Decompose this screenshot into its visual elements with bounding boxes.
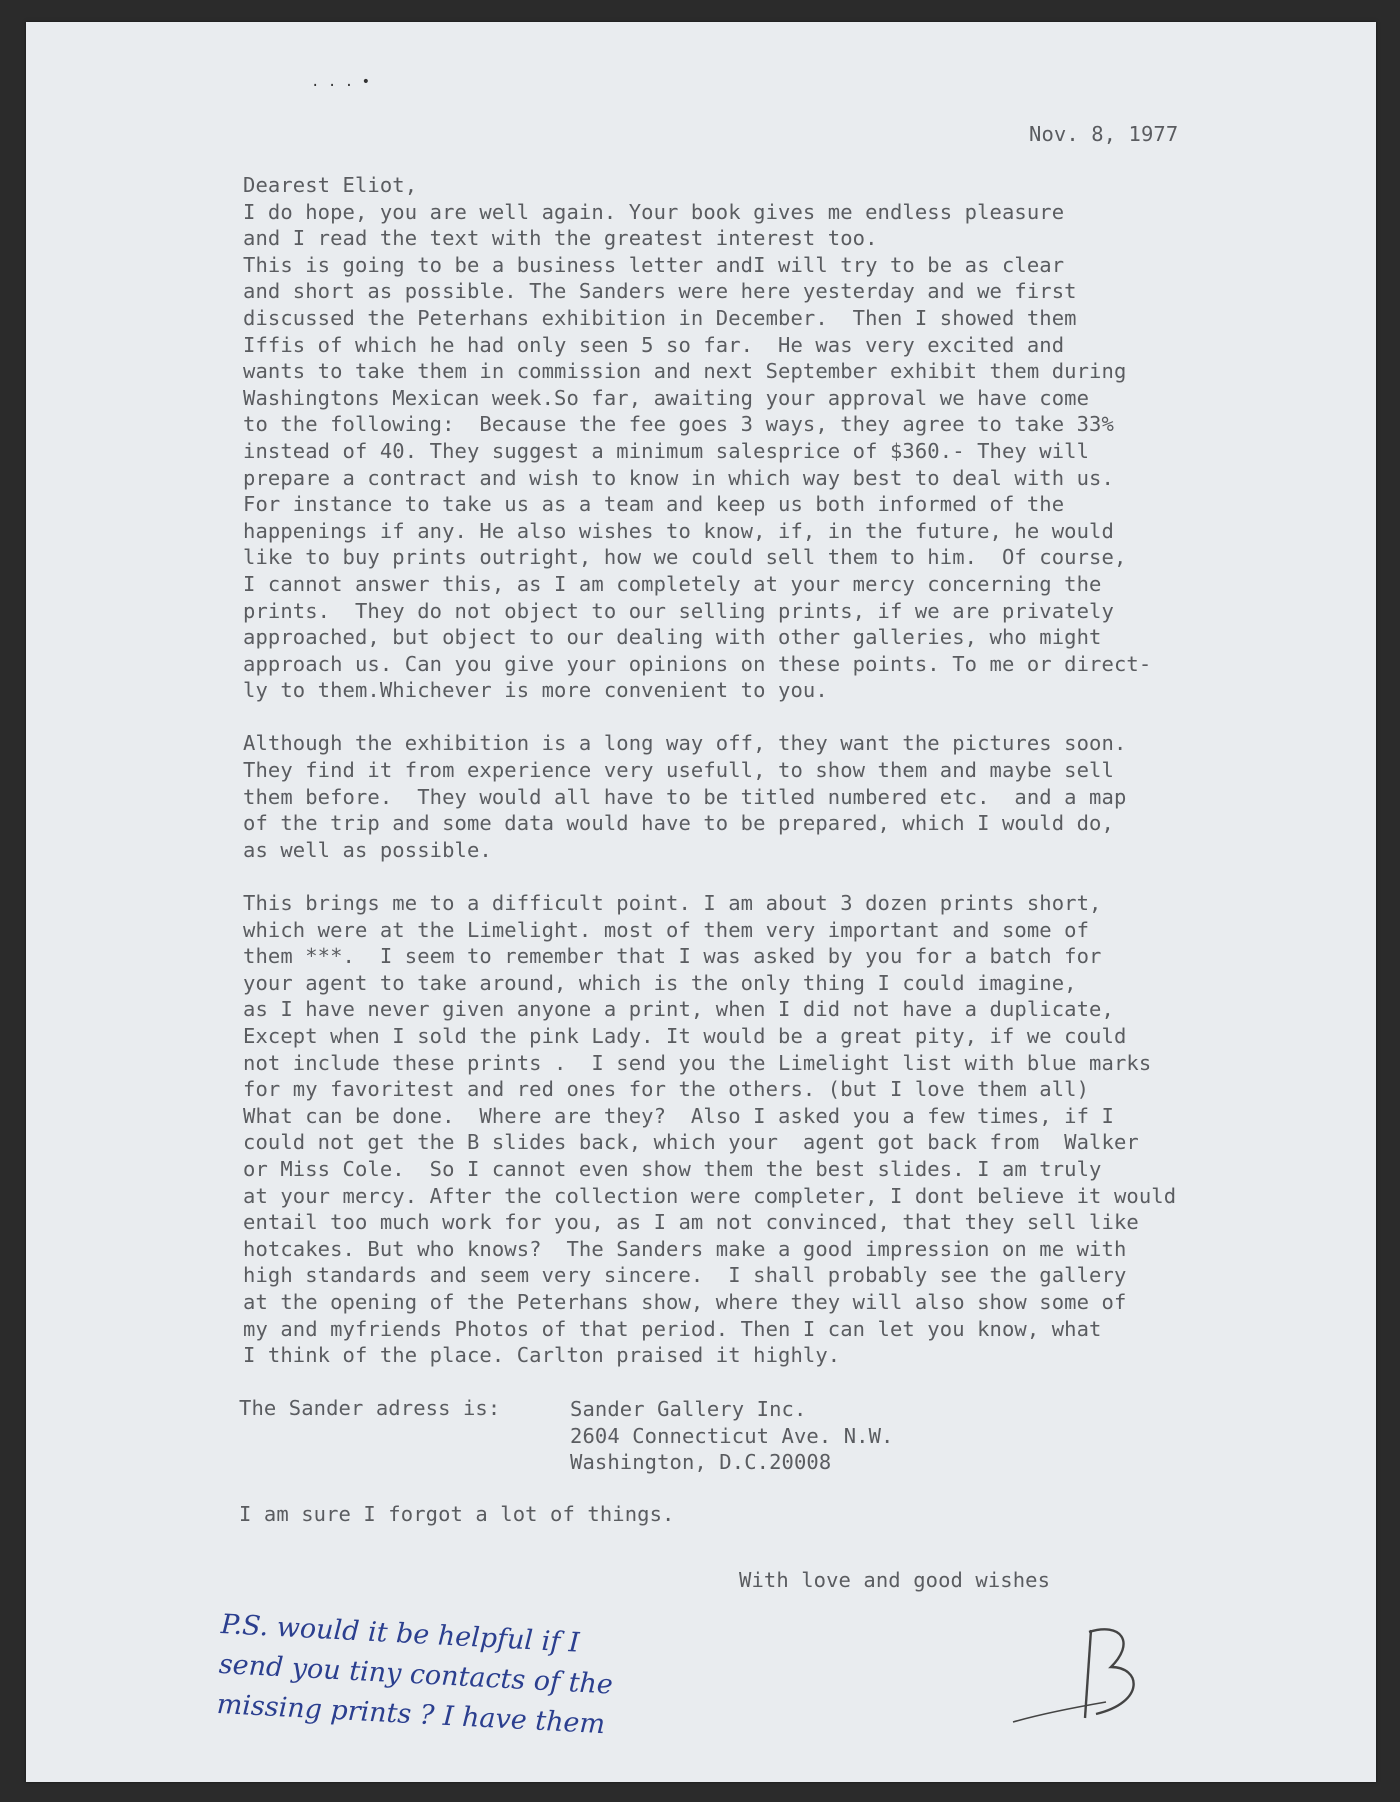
body-line: at the opening of the Peterhans show, where they will also show some of [243, 1289, 1127, 1314]
body-line: could not get the B slides back, which your agent got back from Walker [243, 1130, 1139, 1155]
top-marks: . . . • [311, 74, 371, 90]
letter-body [243, 172, 1176, 1369]
body-line: high standards and seem very sincere. I shall probably see the gallery [243, 1263, 1127, 1288]
body-line: happenings if any. He also wishes to know, if, in the future, he would [243, 518, 1114, 543]
body-line: not include these prints . I send you the Limelight list with blue marks [243, 1050, 1152, 1075]
body-line: What can be done. Where are they? Also I asked you a few times, if I [243, 1103, 1114, 1128]
signature-b [1011, 1622, 1161, 1732]
body-line: Dearest Eliot, [243, 173, 418, 197]
postscript-line: P.S. would it be helpful if I [220, 1608, 581, 1659]
body-line: For instance to take us as a team and keep us both informed of the [243, 492, 1065, 517]
forgot-line: I am sure I forgot a lot of things. [239, 1502, 675, 1526]
body-line: Although the exhibition is a long way off, they want the pictures soon. [243, 731, 1127, 756]
body-line: prints. They do not object to our selling prints, if we are privately [243, 598, 1114, 623]
body-line: them ***. I seem to remember that I was asked by you for a batch for [243, 944, 1102, 969]
body-line: which were at the Limelight. most of them very important and some of [243, 917, 1090, 942]
body-line: of the trip and some data would have to be prepared, which I would do, [243, 811, 1114, 836]
address-block [570, 1396, 894, 1476]
body-line: hotcakes. But who knows? The Sanders make a good impression on me with [243, 1236, 1127, 1261]
handwritten-postscript [216, 1605, 616, 1745]
address-line: 2604 Connecticut Ave. N.W. [570, 1423, 894, 1448]
body-line: approach us. Can you give your opinions on these points. To me or direct- [243, 651, 1152, 676]
address-line: Sander Gallery Inc. [570, 1397, 807, 1421]
body-line: They find it from experience very usefull, to show them and maybe sell [243, 758, 1114, 783]
body-line: Washingtons Mexican week.So far, awaiting your approval we have come [243, 385, 1090, 410]
body-line: instead of 40. They suggest a minimum salesprice of $360.- They will [243, 438, 1090, 463]
body-line: I do hope, you are well again. Your book gives me endless pleasure [243, 199, 1065, 224]
body-line: or Miss Cole. So I cannot even show them the best slides. I am truly [243, 1156, 1102, 1181]
body-line: and I read the text with the greatest interest too. [243, 226, 878, 251]
body-line: entail too much work for you, as I am not convinced, that they sell like [243, 1210, 1139, 1235]
body-line [243, 704, 1176, 731]
letter-date: Nov. 8, 1977 [1029, 122, 1179, 146]
closing-line: With love and good wishes [739, 1568, 1051, 1592]
postscript-line: send you tiny contacts of the [218, 1648, 614, 1701]
body-line: and short as possible. The Sanders were here yesterday and we first [243, 279, 1077, 304]
postscript-line: missing prints ? I have them [215, 1688, 606, 1741]
body-line: as I have never given anyone a print, when I did not have a duplicate, [243, 997, 1114, 1022]
body-line: This is going to be a business letter andI will try to be as clear [243, 252, 1065, 277]
body-line: them before. They would all have to be titled numbered etc. and a map [243, 784, 1127, 809]
address-label: The Sander adress is: [239, 1396, 501, 1420]
body-line: Iffis of which he had only seen 5 so far. He was very excited and [243, 332, 1065, 357]
letter-page [26, 22, 1376, 1782]
address-line: Washington, D.C.20008 [570, 1450, 832, 1475]
body-line: your agent to take around, which is the only thing I could imagine, [243, 970, 1077, 995]
body-line: wants to take them in commission and next September exhibit them during [243, 359, 1127, 384]
body-line: prepare a contract and wish to know in which way best to deal with us. [243, 465, 1114, 490]
body-line: Except when I sold the pink Lady. It would be a great pity, if we could [243, 1024, 1127, 1048]
body-line: approached, but object to our dealing with other galleries, who might [243, 625, 1102, 650]
body-line: I cannot answer this, as I am completely at your mercy concerning the [243, 571, 1102, 596]
body-line: This brings me to a difficult point. I am about 3 dozen prints short, [243, 891, 1102, 916]
body-line: as well as possible. [243, 837, 492, 862]
body-line: for my favoritest and red ones for the others. (but I love them all) [243, 1077, 1090, 1102]
body-line: to the following: Because the fee goes 3 ways, they agree to take 33% [243, 412, 1114, 437]
body-line: discussed the Peterhans exhibition in December. Then I showed them [243, 305, 1077, 330]
body-line: I think of the place. Carlton praised it highly. [243, 1343, 841, 1368]
body-line: ly to them.Whichever is more convenient to you. [243, 678, 828, 703]
body-line [243, 863, 1176, 890]
body-line: my and myfriends Photos of that period. Then I can let you know, what [243, 1316, 1102, 1341]
body-line: at your mercy. After the collection were completer, I dont believe it would [243, 1183, 1177, 1208]
body-line: like to buy prints outright, how we could sell them to him. Of course, [243, 545, 1127, 570]
